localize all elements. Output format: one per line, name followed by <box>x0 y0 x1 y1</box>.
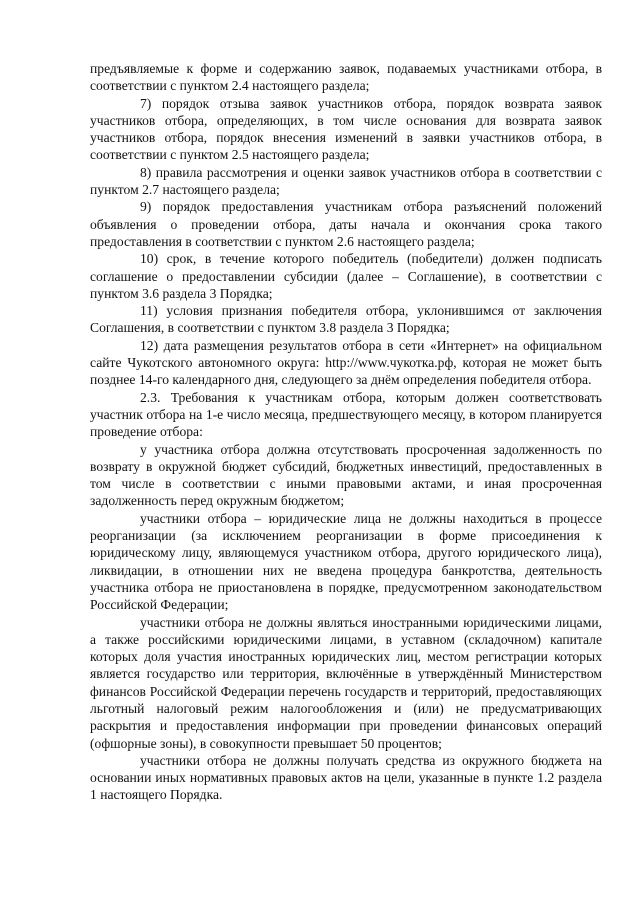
paragraph-requirement-debt: у участника отбора должна отсутствовать просроченная задолженность по возврату в окружной бюджет субсидий, бюджетных инвестиций, предоставленных в том числе в соответствии с иными правовыми актами, и иная просроченная задолженность перед окружным бюджетом; <box>90 441 602 509</box>
paragraph-requirement-reorganization: участники отбора – юридические лица не должны находиться в процессе реорганизации (за исключением реорганизации в форме присоединения к юридическому лицу, являющемуся участником отбора, другого юридического лица), ликвидации, в отношении них не введена процедура банкротства, деятельность участника отбора не приостановлена в порядке, предусмотренном законодательством Российской Федерации; <box>90 510 602 613</box>
paragraph-section-2-3: 2.3. Требования к участникам отбора, которым должен соответствовать участник отбора на 1-е число месяца, предшествующего месяцу, в котором планируется проведение отбора: <box>90 389 602 440</box>
paragraph-item-10: 10) срок, в течение которого победитель (победители) должен подписать соглашение о предоставлении субсидии (далее – Соглашение), в соответствии с пунктом 3.6 раздела 3 Порядка; <box>90 251 602 301</box>
paragraph-item-11: 11) условия признания победителя отбора, уклонившимся от заключения Соглашения, в соответствии с пунктом 3.8 раздела 3 Порядка; <box>90 303 602 336</box>
paragraph-item-12: 12) дата размещения результатов отбора в сети «Интернет» на официальном сайте Чукотского автономного округа: http://www.чукотка.рф, которая не может быть позднее 14-го календарного дня, следующего за днём определения победителя отбора. <box>90 337 602 388</box>
document-page <box>90 60 602 804</box>
paragraph-continuation: предъявляемые к форме и содержанию заявок, подаваемых участниками отбора, в соответствии с пунктом 2.4 настоящего раздела; <box>90 61 602 94</box>
paragraph-requirement-foreign: участники отбора не должны являться иностранными юридическими лицами, а также российскими юридическими лицами, в уставном (складочном) капитале которых доля участия иностранных юридических лиц, местом регистрации которых является государство или территория, включённые в утверждённый Министерством финансов Российской Федерации перечень государств и территорий, предоставляющих льготный налоговый режим налогообложения и (или) не предусматривающих раскрытия и предоставления информации при проведении финансовых операций (офшорные зоны), в совокупности превышает 50 процентов; <box>90 614 602 751</box>
paragraph-item-8: 8) правила рассмотрения и оценки заявок участников отбора в соответствии с пунктом 2.7 настоящего раздела; <box>90 164 602 198</box>
paragraph-item-7: 7) порядок отзыва заявок участников отбора, порядок возврата заявок участников отбора, определяющих, в том числе основания для возврата заявок участников отбора, порядок внесения изменений в заявки участников отбора, в соответствии с пунктом 2.5 настоящего раздела; <box>90 95 602 163</box>
paragraph-item-9: 9) порядок предоставления участникам отбора разъяснений положений объявления о проведении отбора, даты начала и окончания срока такого предоставления в соответствии с пунктом 2.6 настоящего раздела; <box>90 199 602 249</box>
paragraph-requirement-funds: участники отбора не должны получать средства из окружного бюджета на основании иных нормативных правовых актов на цели, указанные в пункте 1.2 раздела 1 настоящего Порядка. <box>90 752 602 803</box>
